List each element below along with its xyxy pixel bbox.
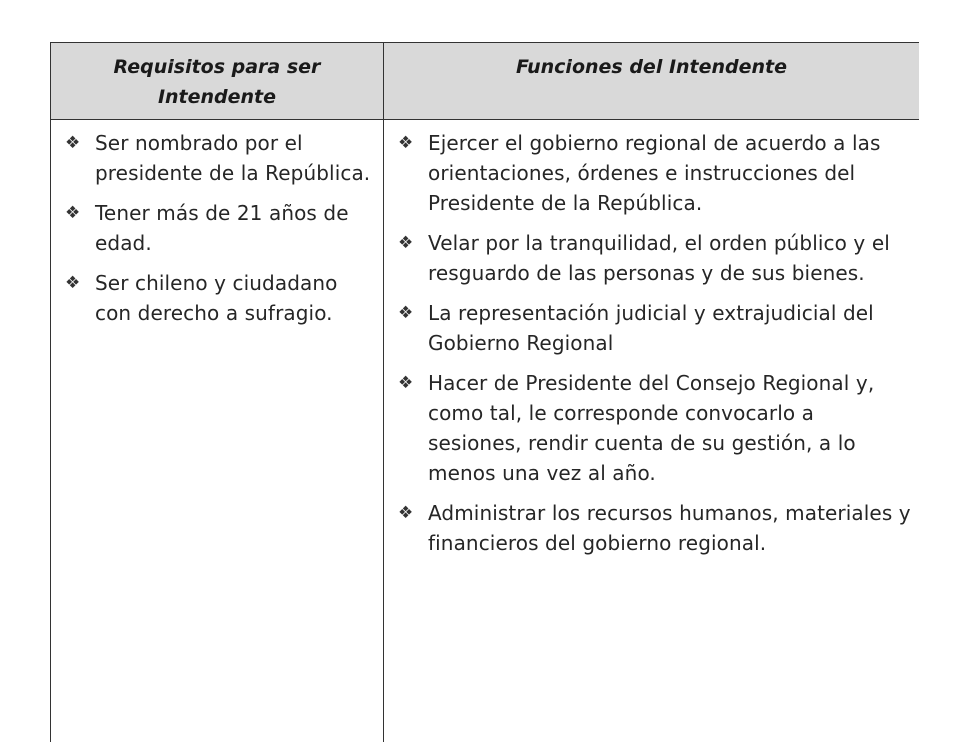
list-item (398, 368, 911, 488)
list-item-text: Velar por la tranquilidad, el orden público y el resguardo de las personas y de sus bienes. (428, 228, 911, 288)
list-item (65, 198, 375, 258)
header-requisitos: Requisitos para ser Intendente (51, 43, 384, 120)
diamond-bullet-icon: ❖ (65, 198, 95, 258)
diamond-bullet-icon: ❖ (65, 268, 95, 328)
diamond-bullet-icon: ❖ (398, 368, 428, 488)
diamond-bullet-icon: ❖ (398, 228, 428, 288)
requisitos-cell (51, 120, 384, 742)
requisitos-list (65, 128, 375, 328)
list-item (65, 128, 375, 188)
diamond-bullet-icon: ❖ (398, 498, 428, 558)
list-item-text: Tener más de 21 años de edad. (95, 198, 375, 258)
list-item (65, 268, 375, 328)
header-funciones: Funciones del Intendente (384, 43, 920, 120)
list-item-text: Administrar los recursos humanos, materiales y financieros del gobierno regional. (428, 498, 911, 558)
list-item-text: Hacer de Presidente del Consejo Regional y, como tal, le corresponde convocarlo a sesiones, rendir cuenta de su gestión, a lo menos una vez al año. (428, 368, 911, 488)
diamond-bullet-icon: ❖ (398, 128, 428, 218)
funciones-list (398, 128, 911, 558)
list-item-text: La representación judicial y extrajudicial del Gobierno Regional (428, 298, 911, 358)
list-item-text: Ser nombrado por el presidente de la República. (95, 128, 375, 188)
list-item (398, 128, 911, 218)
list-item (398, 298, 911, 358)
document-table-container (50, 42, 919, 742)
diamond-bullet-icon: ❖ (65, 128, 95, 188)
list-item (398, 498, 911, 558)
intendente-table (50, 42, 919, 742)
funciones-cell (384, 120, 920, 742)
list-item-text: Ser chileno y ciudadano con derecho a sufragio. (95, 268, 375, 328)
header-row (51, 43, 920, 120)
diamond-bullet-icon: ❖ (398, 298, 428, 358)
list-item (398, 228, 911, 288)
list-item-text: Ejercer el gobierno regional de acuerdo a las orientaciones, órdenes e instrucciones del Presidente de la República. (428, 128, 911, 218)
content-row (51, 120, 920, 742)
